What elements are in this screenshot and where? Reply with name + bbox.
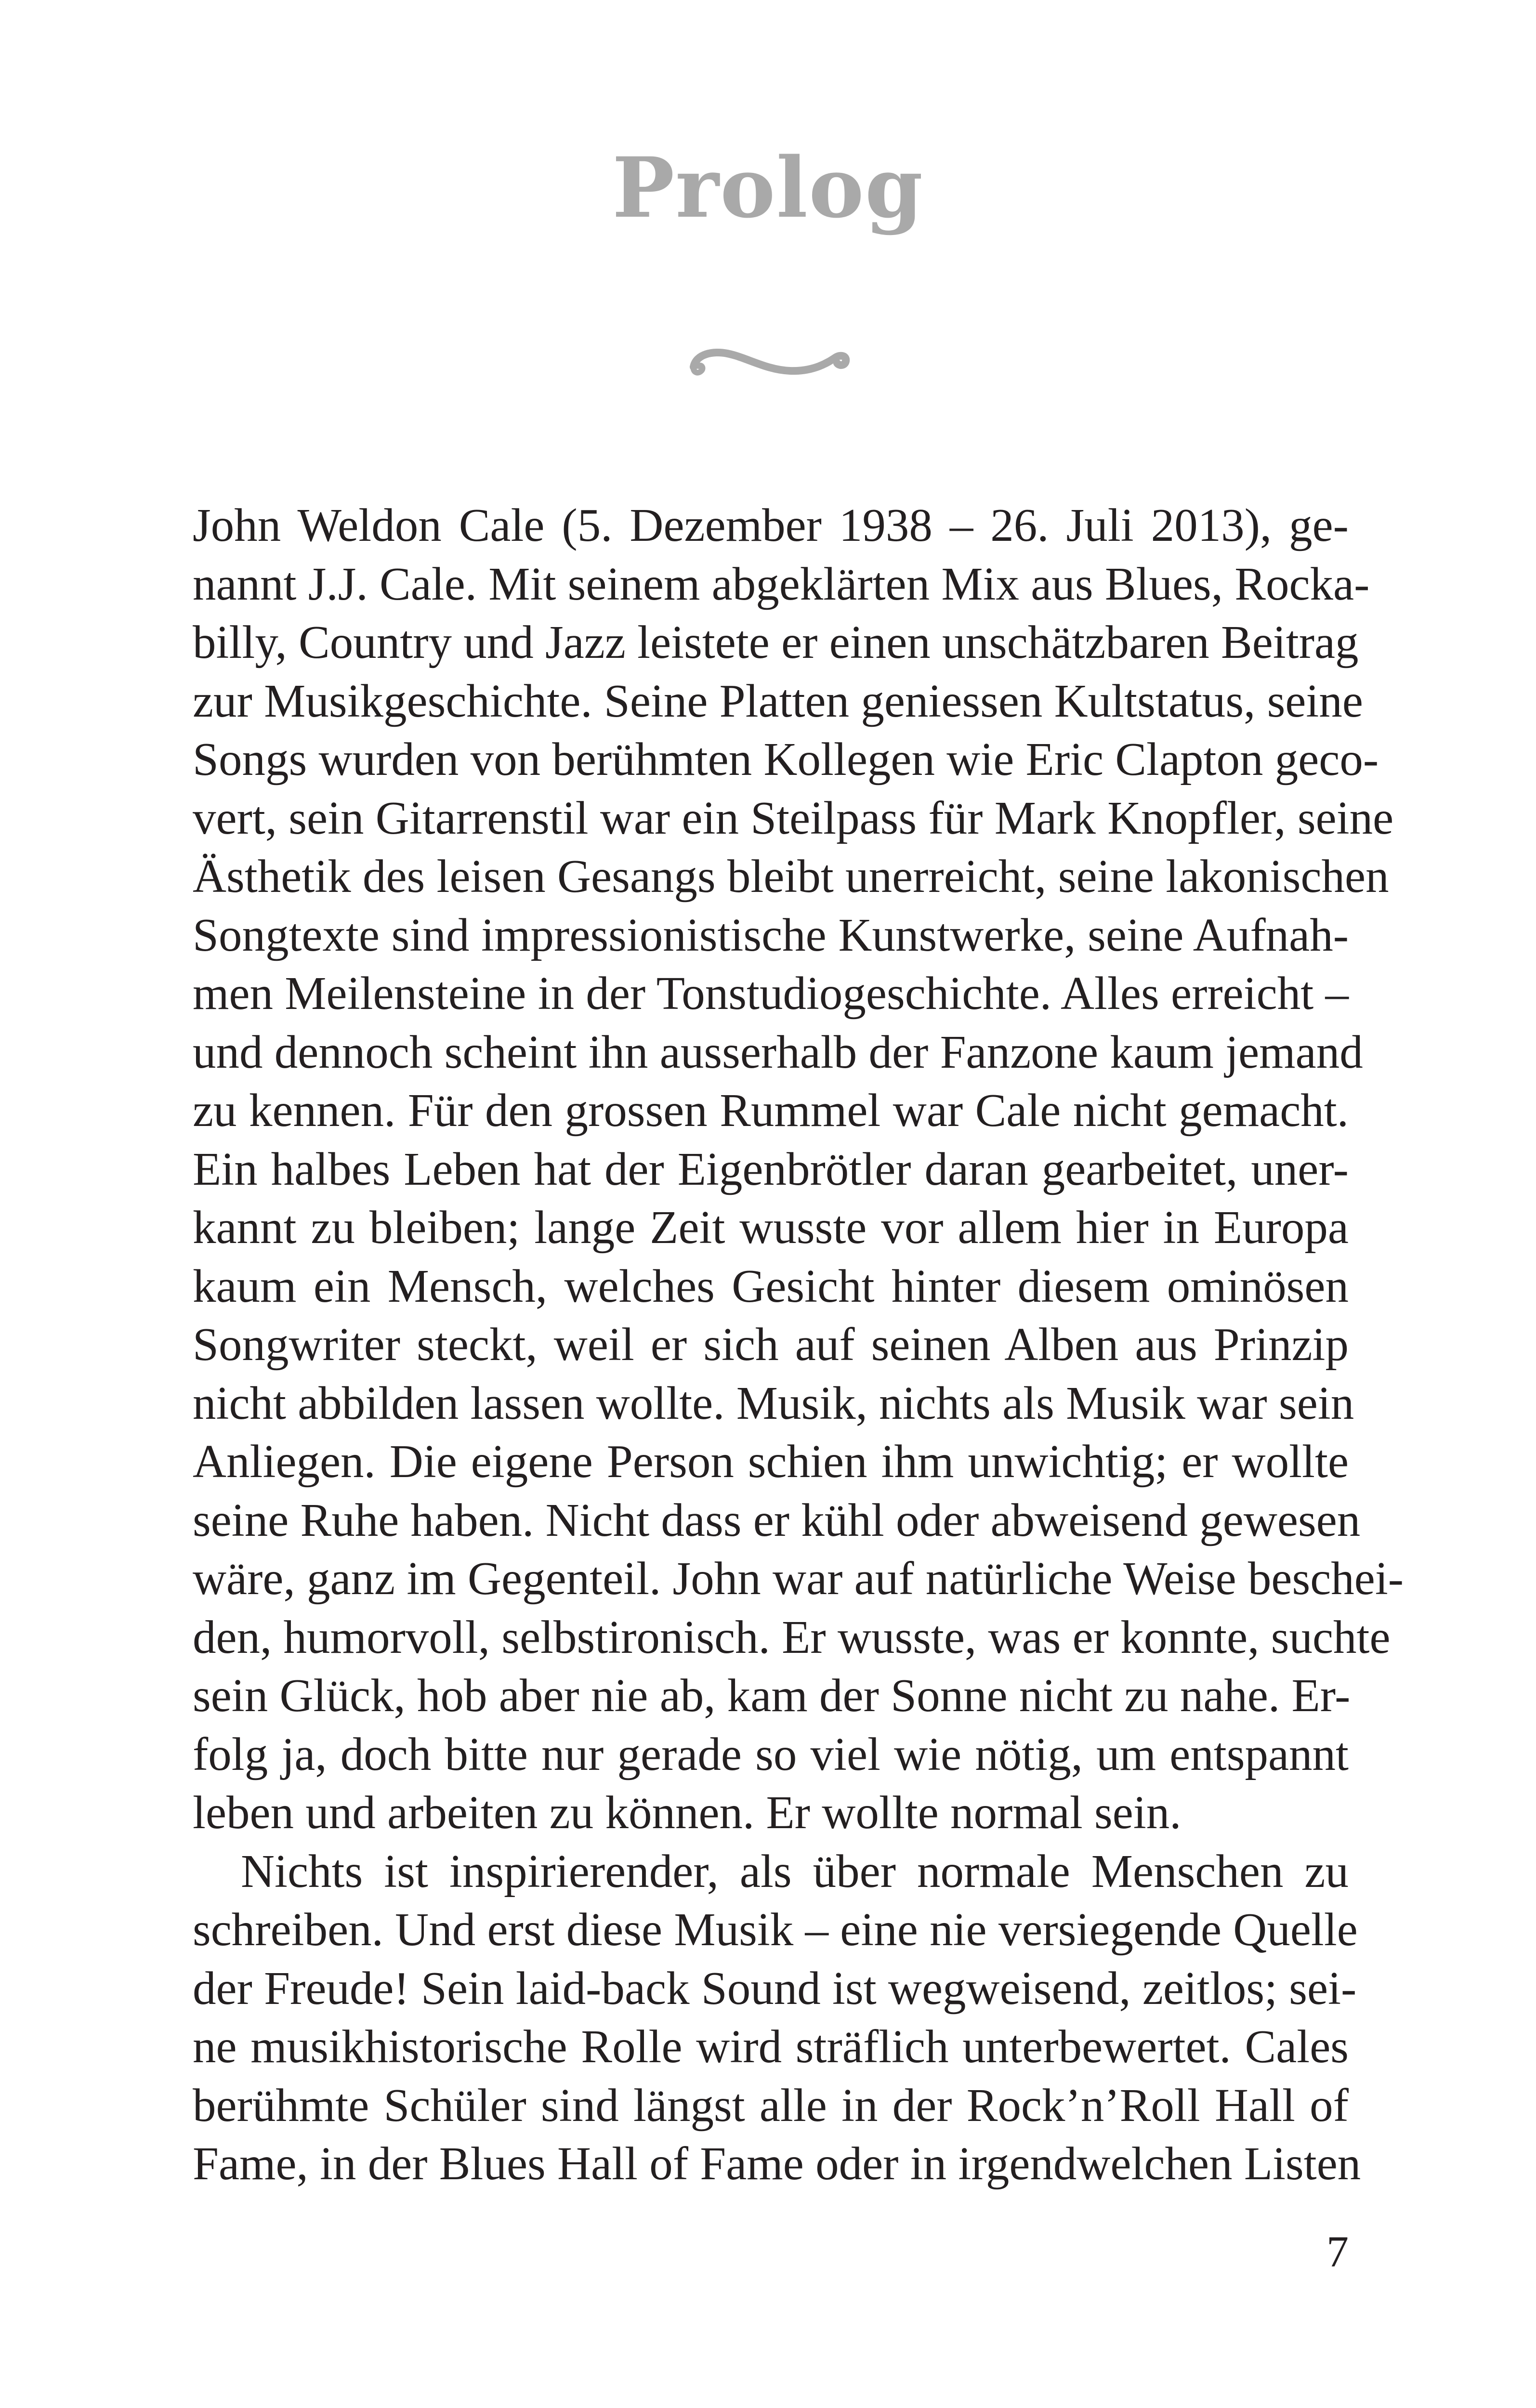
text-line: wäre, ganz im Gegenteil. John war auf natürliche Weise beschei- (193, 1553, 1404, 1604)
text-line: schreiben. Und erst diese Musik – eine nie versiegende Quelle (193, 1904, 1358, 1955)
text-line: Anliegen. Die eigene Person schien ihm unwichtig; er wollte (193, 1436, 1349, 1487)
page-number: 7 (1326, 2227, 1349, 2276)
swash-ornament-icon (674, 332, 857, 385)
text-line: berühmte Schüler sind längst alle in der Rock’n’Roll Hall of (193, 2079, 1349, 2131)
text-line: ne musikhistorische Rolle wird sträflich unterbewertet. Cales (193, 2021, 1349, 2072)
text-line: den, humorvoll, selbstironisch. Er wusste, was er konnte, suchte (193, 1611, 1391, 1663)
text-line: zur Musikgeschichte. Seine Platten geniessen Kultstatus, seine (193, 675, 1363, 727)
text-line: der Freude! Sein laid-back Sound ist wegweisend, zeitlos; sei- (193, 1962, 1357, 2014)
prologue-text (193, 496, 1404, 2193)
text-line: leben und arbeiten zu können. Er wollte normal sein. (193, 1787, 1182, 1838)
text-line: und dennoch scheint ihn ausserhalb der Fanzone kaum jemand (193, 1026, 1363, 1078)
chapter-title: Prolog (612, 139, 924, 236)
text-line: Ästhetik des leisen Gesangs bleibt unerreicht, seine lakonischen (193, 851, 1389, 902)
text-line: kannt zu bleiben; lange Zeit wusste vor allem hier in Europa (193, 1202, 1349, 1253)
paragraph-1 (193, 496, 1404, 1842)
paragraph-2 (193, 1842, 1361, 2193)
text-line: nicht abbilden lassen wollte. Musik, nichts als Musik war sein (193, 1377, 1354, 1429)
text-line: Ein halbes Leben hat der Eigenbrötler daran gearbeitet, uner- (193, 1143, 1349, 1195)
text-line: Nichts ist inspirierender, als über normale Menschen zu (241, 1845, 1349, 1897)
text-line: John Weldon Cale (5. Dezember 1938 – 26. Juli 2013), ge- (193, 499, 1349, 551)
text-line: vert, sein Gitarrenstil war ein Steilpass für Mark Knopfler, seine (193, 792, 1394, 844)
text-line: zu kennen. Für den grossen Rummel war Cale nicht gemacht. (193, 1085, 1349, 1136)
text-line: Songtexte sind impressionistische Kunstwerke, seine Aufnah- (193, 909, 1349, 961)
text-line: men Meilensteine in der Tonstudiogeschichte. Alles erreicht – (193, 968, 1349, 1019)
text-line: kaum ein Mensch, welches Gesicht hinter diesem ominösen (193, 1260, 1349, 1312)
text-line: nannt J.J. Cale. Mit seinem abgeklärten Mix aus Blues, Rocka- (193, 558, 1370, 610)
text-line: seine Ruhe haben. Nicht dass er kühl oder abweisend gewesen (193, 1494, 1361, 1546)
text-line: Fame, in der Blues Hall of Fame oder in irgendwelchen Listen (193, 2138, 1361, 2189)
text-line: Songs wurden von berühmten Kollegen wie Eric Clapton geco- (193, 733, 1379, 785)
text-line: folg ja, doch bitte nur gerade so viel wie nötig, um entspannt (193, 1728, 1349, 1780)
text-line: sein Glück, hob aber nie ab, kam der Sonne nicht zu nahe. Er- (193, 1670, 1351, 1721)
text-line: Songwriter steckt, weil er sich auf seinen Alben aus Prinzip (193, 1319, 1349, 1370)
text-line: billy, Country und Jazz leistete er einen unschätzbaren Beitrag (193, 616, 1359, 668)
